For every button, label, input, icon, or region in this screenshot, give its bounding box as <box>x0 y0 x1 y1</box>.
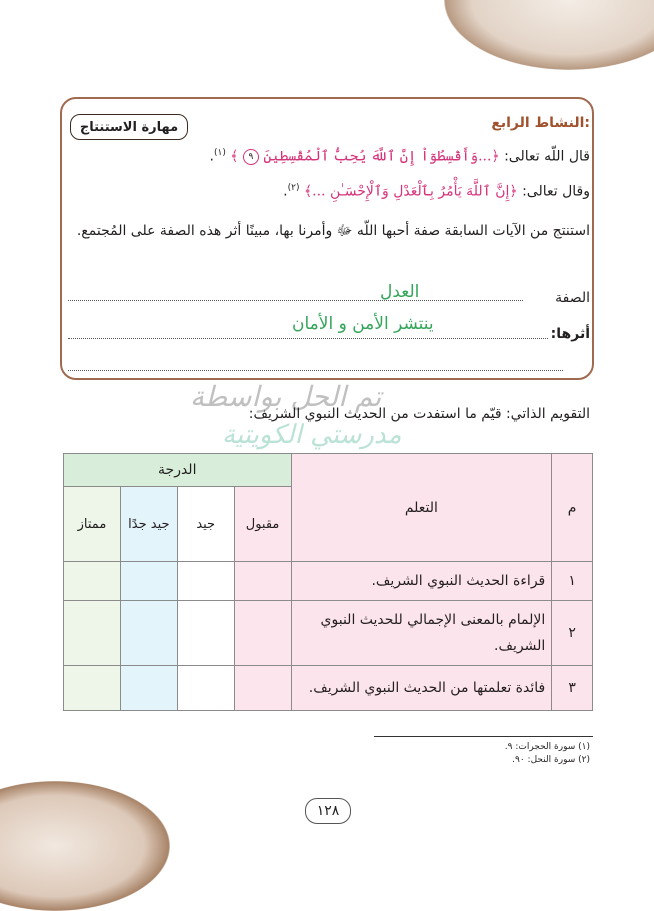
grade-cell[interactable] <box>234 562 291 601</box>
watermark-line-2: مدرستي الكويتية <box>222 420 402 450</box>
column-header-learning: التعلم <box>291 454 552 562</box>
effect-answer-line-1[interactable] <box>68 338 548 339</box>
grade-cell[interactable] <box>64 601 121 666</box>
effect-answer: ينتشر الأمن و الأمان <box>292 314 434 334</box>
column-header-num: م <box>552 454 593 562</box>
effect-label: أثرها: <box>550 326 590 342</box>
grade-cell[interactable] <box>234 666 291 711</box>
instruction-text: استنتج من الآيات السابقة صفة أحبها اللّه ﷻ وأمرنا بها، مبينًا أثر هذه الصفة على المُجتمع. <box>76 223 590 239</box>
table-row <box>64 666 593 711</box>
verse2-text: ﴿إِنَّ ٱللَّهَ يَأْمُرُ بِٱلْعَدْلِ وَٱلْإِحْسَـٰنِ ...﴾ <box>303 183 518 200</box>
grade-header: مقبول <box>234 487 291 562</box>
self-assessment-table <box>63 453 593 711</box>
self-assessment-title: التقويم الذاتي: قيّم ما استفدت من الحديث النبوي الشريف: <box>248 406 590 422</box>
grade-cell[interactable] <box>120 601 177 666</box>
watermark-line-1: تم الحل بواسطة <box>190 380 382 413</box>
grade-cell[interactable] <box>64 562 121 601</box>
grade-cell[interactable] <box>64 666 121 711</box>
row-learning: قراءة الحديث النبوي الشريف. <box>291 562 552 601</box>
verse-line-2: وقال تعالى: ﴿إِنَّ ٱللَّهَ يَأْمُرُ بِٱلْعَدْلِ وَٱلْإِحْسَـٰنِ ...﴾ $^{(٢)}$. <box>283 183 590 200</box>
footnote-2: (٢) سورة النحل: ٩٠. <box>512 755 590 765</box>
grade-cell[interactable] <box>177 562 234 601</box>
verse2-intro: وقال تعالى: <box>522 183 590 200</box>
grade-cell[interactable] <box>177 666 234 711</box>
footnote-ref-1: (١) <box>213 148 226 158</box>
table-row <box>64 562 593 601</box>
attribute-answer-line[interactable] <box>68 300 523 301</box>
row-number: ١ <box>552 562 593 601</box>
grade-cell[interactable] <box>234 601 291 666</box>
verse1-end: ﴾ <box>230 148 239 165</box>
grade-cell[interactable] <box>177 601 234 666</box>
footnote-ref-2: (٢) <box>287 183 300 193</box>
verse1-text: ﴿...وَأَقْسِطُوٓاْ إِنَّ ٱللَّهَ يُحِبُّ ٱلْمُقْسِطِينَ <box>263 148 500 165</box>
table-row <box>64 601 593 666</box>
grade-cell[interactable] <box>120 562 177 601</box>
row-learning: فائدة تعلمتها من الحديث النبوي الشريف. <box>291 666 552 711</box>
grade-header: ممتاز <box>64 487 121 562</box>
row-number: ٢ <box>552 601 593 666</box>
decorative-ornament-bottom <box>0 781 170 911</box>
decorative-ornament-top <box>444 0 654 70</box>
attribute-label: الصفة <box>555 290 590 306</box>
grade-header: جيد <box>177 487 234 562</box>
row-learning: الإلمام بالمعنى الإجمالي للحديث النبوي الشريف. <box>291 601 552 666</box>
verse-line-1: قال اللّه تعالى: ﴿...وَأَقْسِطُوٓاْ إِنَّ ٱللَّهَ يُحِبُّ ٱلْمُقْسِطِينَ ٩ ﴾ $^{(١)}$. <box>209 148 590 165</box>
page-number: ١٢٨ <box>305 798 351 824</box>
row-number: ٣ <box>552 666 593 711</box>
verse-number-icon: ٩ <box>243 149 259 165</box>
grade-header: جيد جدًا <box>120 487 177 562</box>
footnote-divider <box>374 736 593 737</box>
attribute-answer: العدل <box>380 282 420 302</box>
effect-answer-line-2[interactable] <box>68 370 563 371</box>
grade-cell[interactable] <box>120 666 177 711</box>
footnote-1: (١) سورة الحجرات: ٩. <box>504 742 590 752</box>
column-header-grade: الدرجة <box>64 454 292 487</box>
activity-heading: النشاط الرابع: <box>491 115 590 131</box>
verse1-intro: قال اللّه تعالى: <box>504 148 590 165</box>
skill-tab: مهارة الاستنتاج <box>70 114 188 140</box>
